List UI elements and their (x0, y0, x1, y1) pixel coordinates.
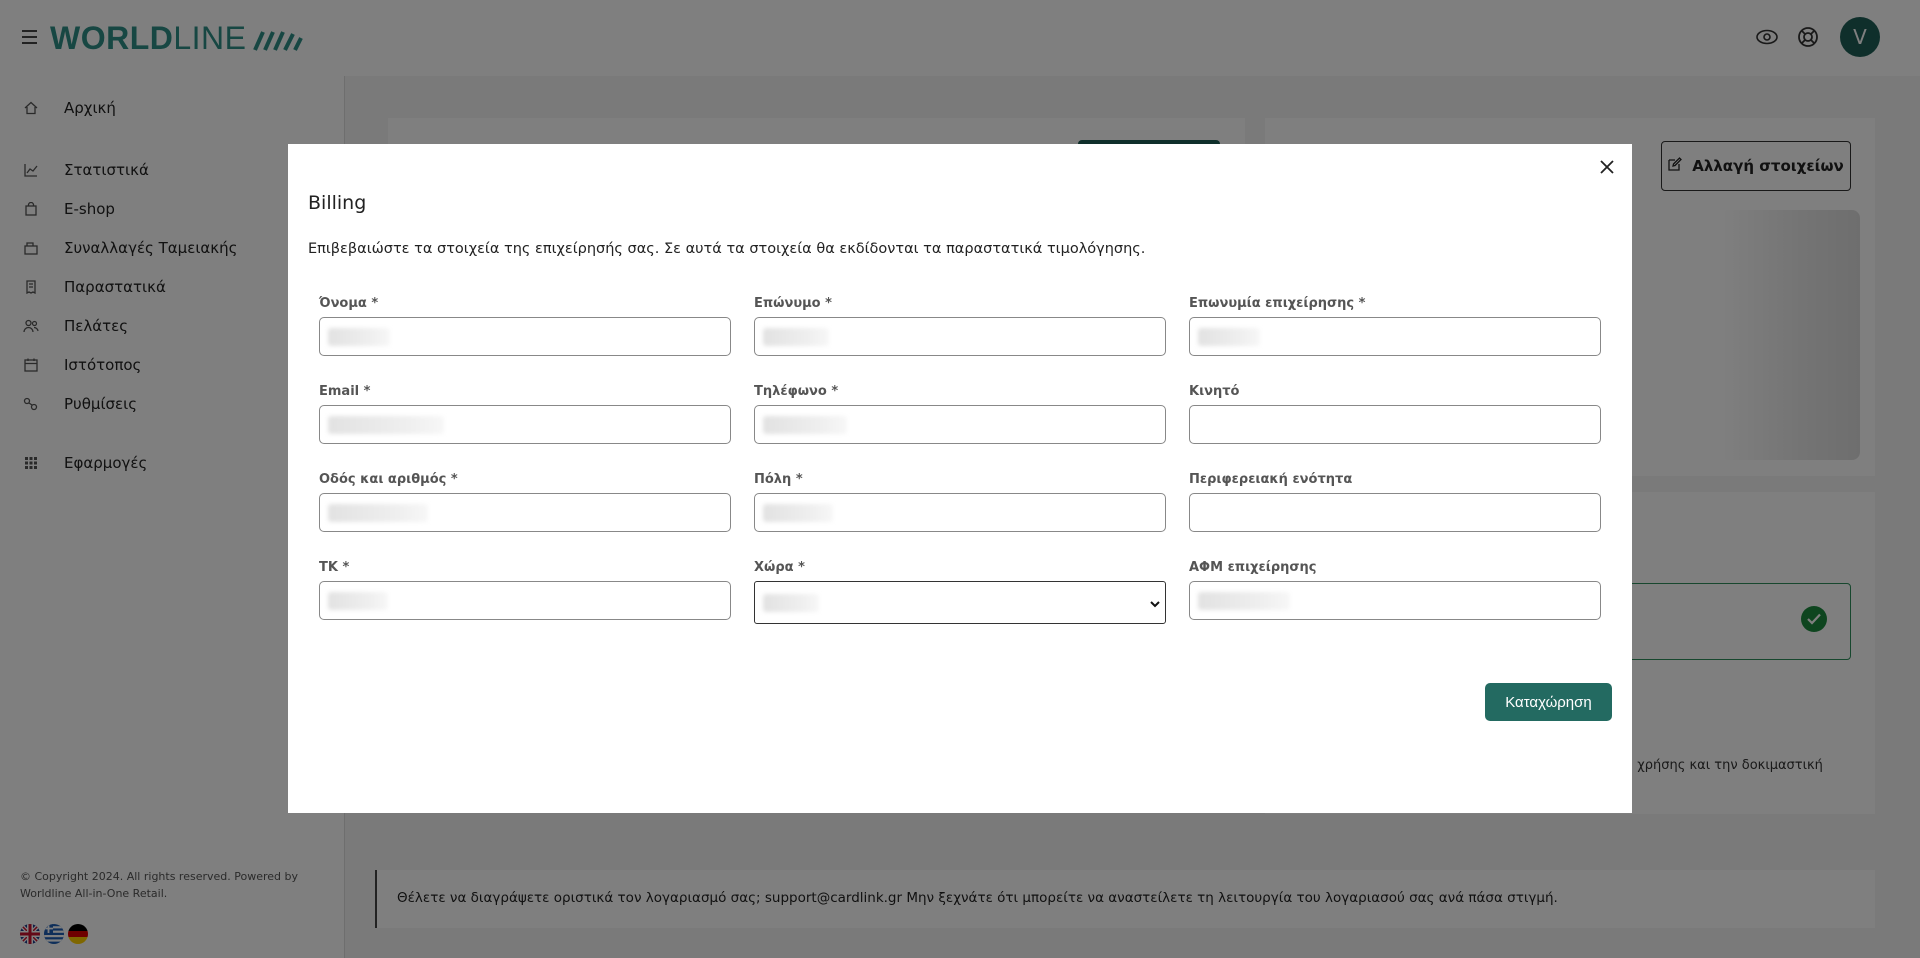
country-select[interactable] (754, 581, 1166, 624)
vat-input[interactable] (1189, 581, 1601, 620)
postal-code-input[interactable] (319, 581, 731, 620)
country-field (754, 559, 1166, 624)
mobile-label: Κινητό (1189, 384, 1240, 399)
vat-field (1189, 559, 1601, 620)
street-field (319, 471, 731, 532)
email-label: Email * (319, 384, 371, 399)
redacted-value (763, 416, 847, 434)
close-icon[interactable] (1594, 154, 1620, 180)
first-name-input[interactable] (319, 317, 731, 356)
first-name-field (319, 295, 731, 356)
company-name-field (1189, 295, 1601, 356)
region-field (1189, 471, 1601, 532)
redacted-value (763, 594, 819, 612)
last-name-label: Επώνυμο * (754, 296, 832, 311)
city-input[interactable] (754, 493, 1166, 532)
modal-subtitle: Επιβεβαιώστε τα στοιχεία της επιχείρησής σας. Σε αυτά τα στοιχεία θα εκδίδονται τα παραστατικά τιμολόγησης. (308, 241, 1146, 257)
postal-code-label: ΤΚ * (319, 560, 350, 575)
redacted-value (1198, 592, 1290, 610)
redacted-value (328, 416, 444, 434)
region-label: Περιφερειακή ενότητα (1189, 472, 1353, 487)
last-name-field (754, 295, 1166, 356)
submit-button[interactable]: Καταχώρηση (1485, 683, 1612, 721)
last-name-input[interactable] (754, 317, 1166, 356)
redacted-value (328, 592, 388, 610)
redacted-value (328, 504, 428, 522)
street-input[interactable] (319, 493, 731, 532)
phone-field (754, 383, 1166, 444)
company-name-label: Επωνυμία επιχείρησης * (1189, 296, 1366, 311)
city-field (754, 471, 1166, 532)
company-name-input[interactable] (1189, 317, 1601, 356)
phone-input[interactable] (754, 405, 1166, 444)
mobile-input[interactable] (1189, 405, 1601, 444)
redacted-value (1198, 328, 1260, 346)
street-label: Οδός και αριθμός * (319, 472, 458, 487)
postal-code-field (319, 559, 731, 620)
modal-title: Billing (308, 192, 367, 214)
redacted-value (763, 328, 829, 346)
region-input[interactable] (1189, 493, 1601, 532)
chevron-down-icon (1149, 595, 1161, 614)
city-label: Πόλη * (754, 472, 803, 487)
redacted-value (328, 328, 390, 346)
redacted-value (763, 504, 833, 522)
mobile-field (1189, 383, 1601, 444)
email-input[interactable] (319, 405, 731, 444)
billing-modal (288, 144, 1632, 813)
vat-label: ΑΦΜ επιχείρησης (1189, 560, 1317, 575)
country-label: Χώρα * (754, 560, 805, 575)
phone-label: Τηλέφωνο * (754, 384, 839, 399)
email-field (319, 383, 731, 444)
first-name-label: Όνομα * (319, 296, 379, 311)
